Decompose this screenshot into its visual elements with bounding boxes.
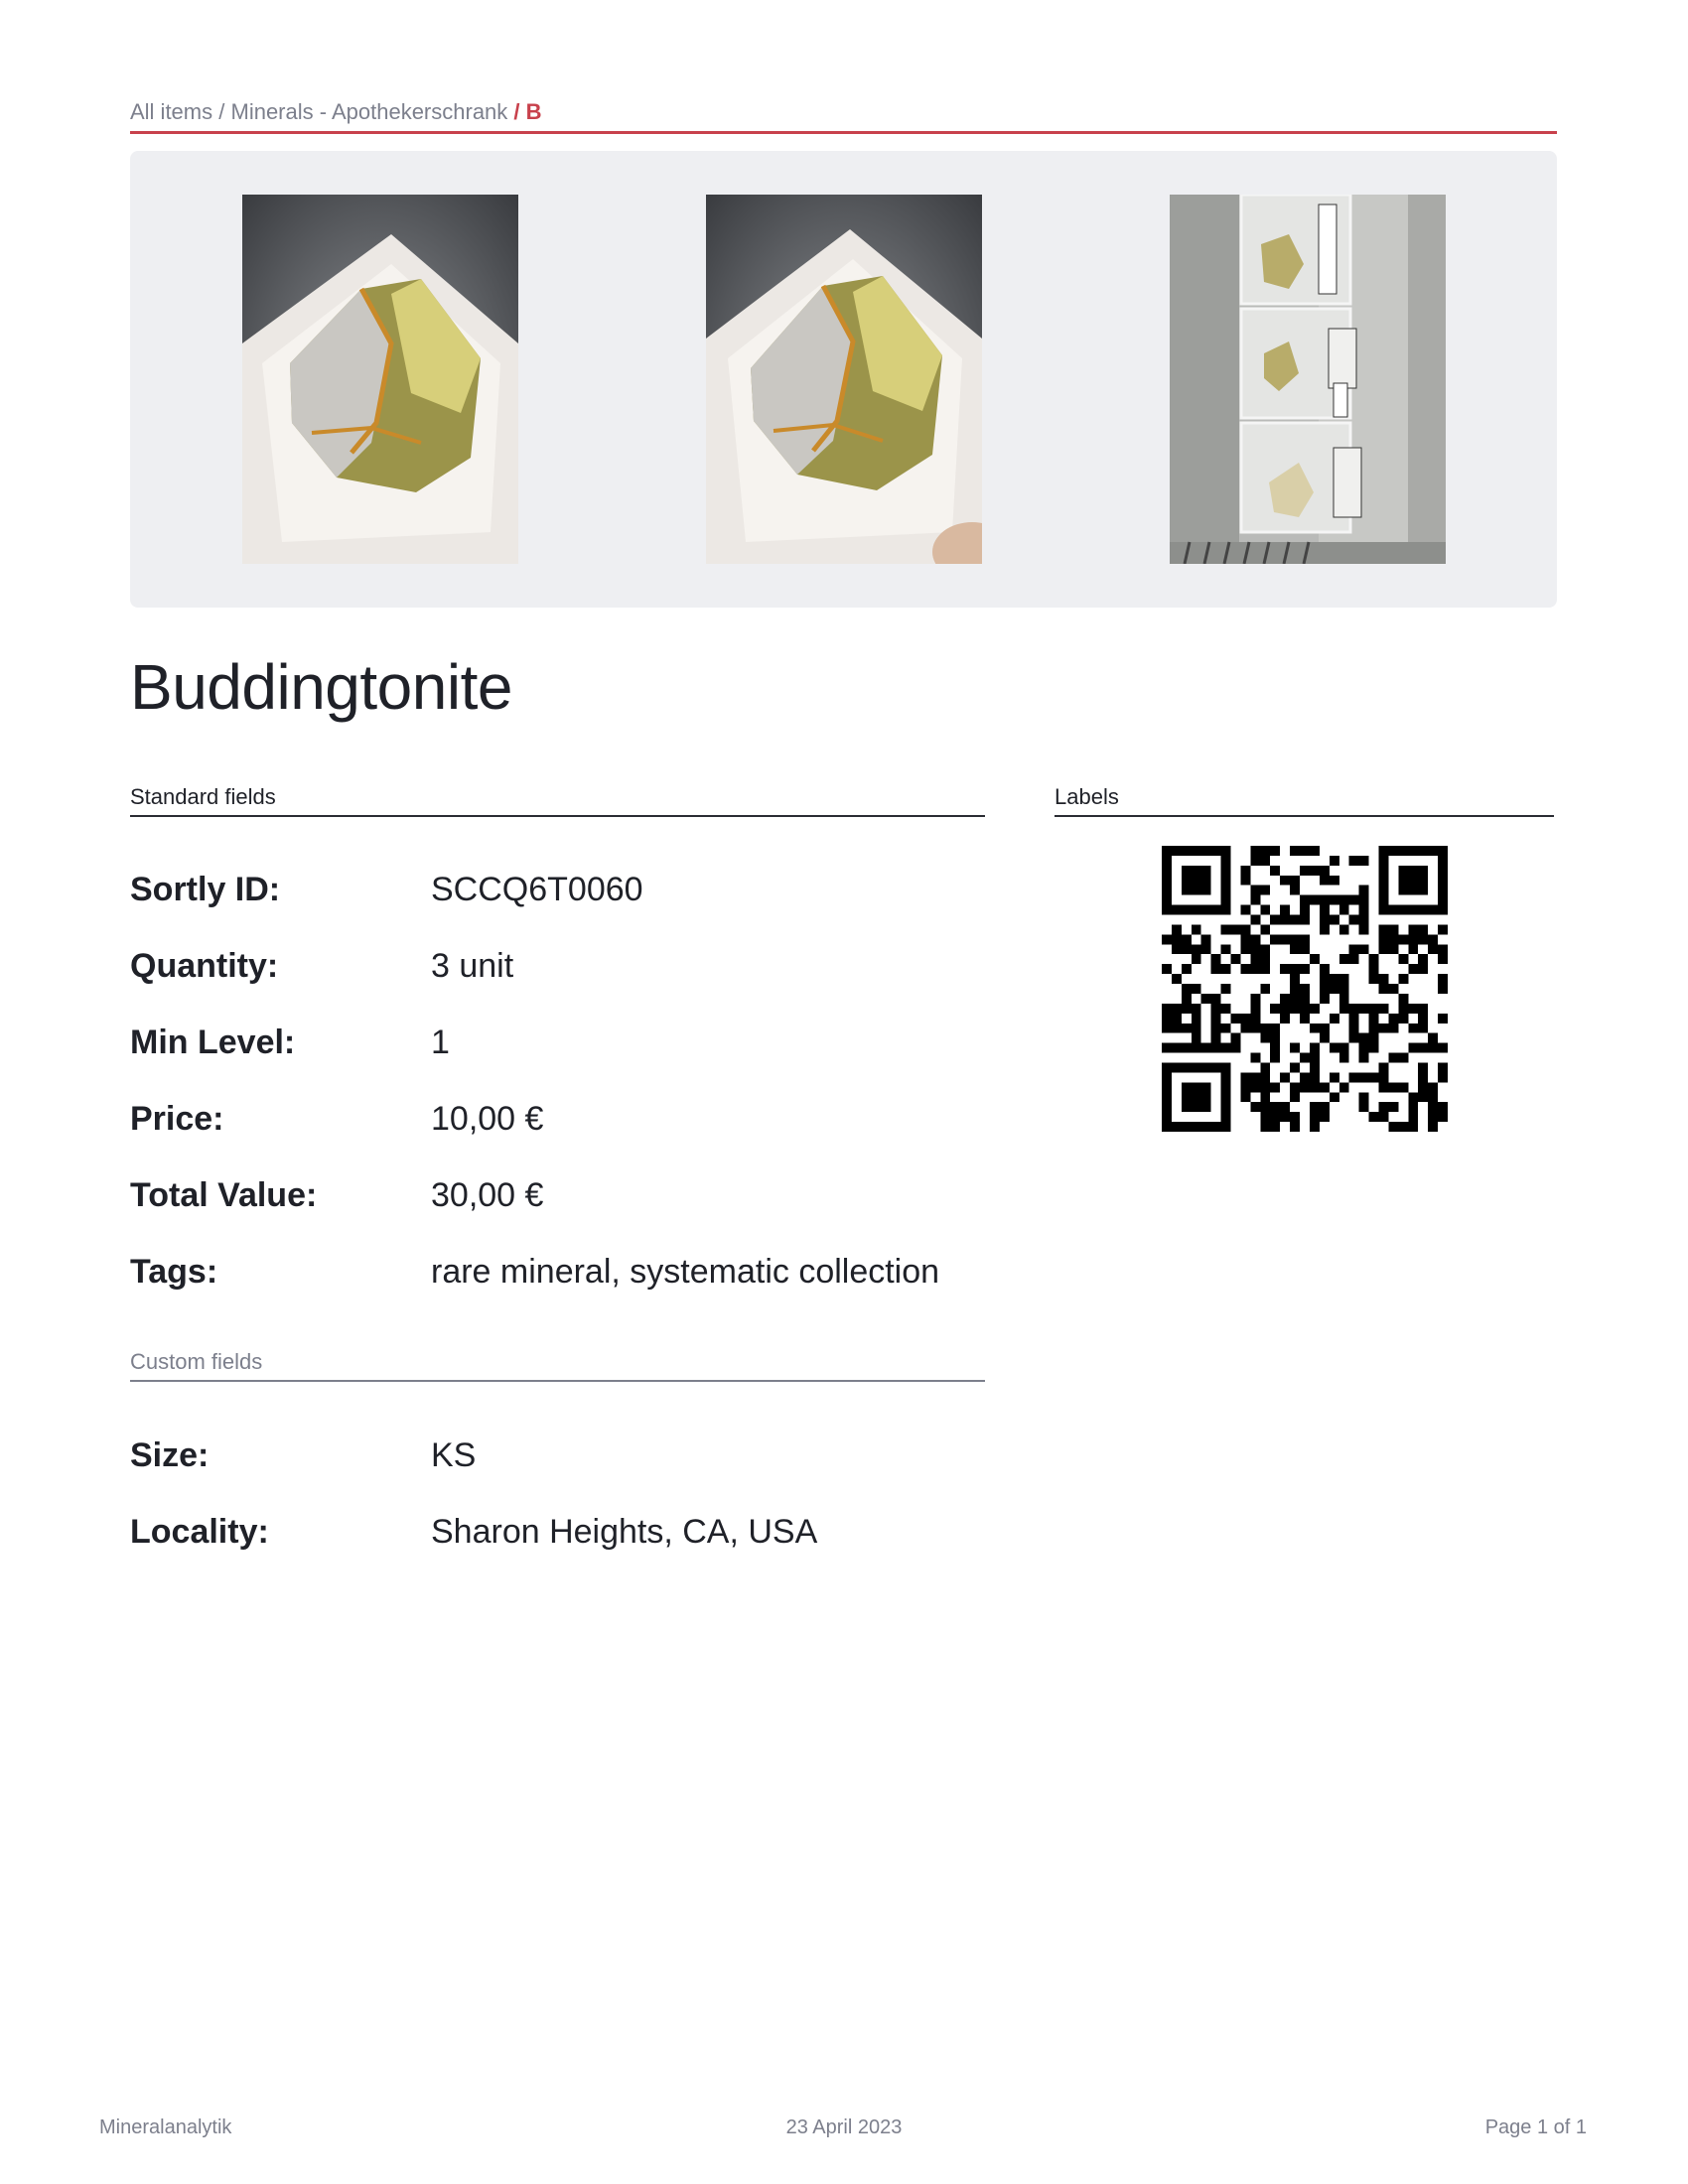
- field-value: 1: [431, 1024, 450, 1061]
- field-row-total-value: [130, 1176, 985, 1226]
- breadcrumb-separator: /: [218, 99, 225, 124]
- field-row-sortly-id: [130, 871, 985, 920]
- breadcrumb-current: B: [525, 99, 542, 124]
- photo-gallery: [130, 151, 1557, 608]
- item-photo-2[interactable]: [706, 195, 982, 564]
- item-title: Buddingtonite: [130, 651, 512, 723]
- footer-page-number: Page 1 of 1: [1484, 2116, 1587, 2138]
- qr-code: [1162, 846, 1448, 1132]
- standard-fields-heading: Standard fields: [130, 784, 985, 817]
- field-value: rare mineral, systematic collection: [431, 1253, 940, 1291]
- labels-heading: Labels: [1055, 784, 1554, 817]
- footer-date: 23 April 2023: [785, 2116, 903, 2138]
- field-value: 30,00 €: [431, 1176, 544, 1214]
- field-label: Size:: [130, 1436, 210, 1474]
- field-label: Tags:: [130, 1253, 218, 1291]
- field-row-tags: [130, 1253, 985, 1302]
- field-label: Quantity:: [130, 947, 279, 985]
- footer-company: Mineralanalytik: [99, 2116, 232, 2138]
- field-label: Total Value:: [130, 1176, 318, 1214]
- item-photo-3[interactable]: [1170, 195, 1446, 564]
- field-value: 10,00 €: [431, 1100, 544, 1138]
- field-value: SCCQ6T0060: [431, 871, 643, 908]
- field-row-locality: [130, 1513, 985, 1563]
- field-value: KS: [431, 1436, 477, 1474]
- breadcrumb-root[interactable]: All items: [130, 99, 213, 124]
- breadcrumb-separator-current: /: [513, 99, 520, 124]
- field-label: Price:: [130, 1100, 224, 1138]
- field-label: Locality:: [130, 1513, 269, 1551]
- item-photo-1[interactable]: [242, 195, 518, 564]
- field-label: Sortly ID:: [130, 871, 281, 908]
- field-row-quantity: [130, 947, 985, 997]
- field-label: Min Level:: [130, 1024, 296, 1061]
- field-row-price: [130, 1100, 985, 1150]
- custom-fields-heading: Custom fields: [130, 1349, 985, 1382]
- field-value: 3 unit: [431, 947, 514, 985]
- field-row-min-level: [130, 1024, 985, 1073]
- field-row-size: [130, 1436, 985, 1486]
- breadcrumb: [130, 99, 1557, 134]
- breadcrumb-folder[interactable]: Minerals - Apothekerschrank: [230, 99, 508, 124]
- field-value: Sharon Heights, CA, USA: [431, 1513, 818, 1551]
